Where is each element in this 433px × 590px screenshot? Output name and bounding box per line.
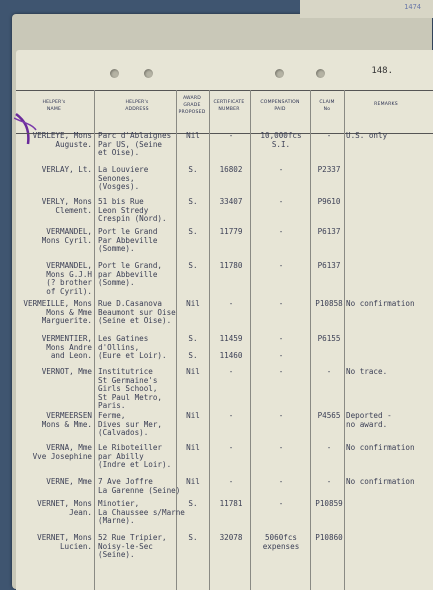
cell-remarks: No confirmation [346,299,415,308]
column-divider [250,90,251,590]
header-remarks: REMARKS [374,102,398,107]
cell-cert: - [228,477,234,486]
cell-claim: P6137 [317,261,341,270]
cell-address: Le Riboteiller par Abilly (Indre et Loir). [98,443,172,470]
cell-remarks: No confirmation [346,443,415,452]
cell-name: VERNET, Mons Lucien. [37,533,92,551]
top-corner-sheet [300,0,433,18]
cell-award: S. S. [188,334,198,361]
column-divider [310,90,311,590]
punch-hole [110,69,119,78]
cell-claim: - [326,443,332,452]
cell-name: VERMEERSEN Mons & Mme. [41,411,92,429]
cell-award: S. [188,227,198,236]
cell-cert: - [228,443,234,452]
cell-claim: - [326,477,332,486]
page-number: 148. [371,66,393,76]
cell-cert: 11459 11460 [219,334,243,361]
cell-cert: 32078 [219,533,243,542]
cell-remarks: U.S. only [346,131,388,140]
cell-name: VERNA, Mme Vve Josephine [32,443,92,461]
cell-award: Nil [186,299,200,308]
cell-comp: - [278,299,284,308]
header-compensation: COMPENSATION PAID [260,100,300,112]
cell-comp: - [278,197,284,206]
cell-address: Ferme, Dives sur Mer, (Calvados). [98,411,163,438]
cell-address: 7 Ave Joffre La Garenne (Seine) [98,477,181,495]
cell-comp: - [278,443,284,452]
cell-address: Minotier, La Chaussee s/Marne (Marne). [98,499,185,526]
cell-name: VERMANDEL, Mons Cyril. [41,227,92,245]
cell-award: S. [188,261,198,270]
cell-claim: P10858 [315,299,343,308]
cell-comp: 10,000fcs S.I. [260,131,302,149]
cell-name: VERMENTIER, Mons Andre and Leon. [41,334,92,361]
cell-comp: - [278,261,284,270]
cell-comp: - [278,499,284,508]
cell-comp: - [278,411,284,420]
cell-claim: P10860 [315,533,343,542]
cell-comp: - [278,165,284,174]
cell-claim: - [326,367,332,376]
header-claim: CLAIM No [319,100,335,112]
cell-address: Port le Grand, par Abbeville (Somme). [98,261,163,288]
cell-comp: - - [278,334,284,361]
cell-address: Parc d'Ablaignes Par US, (Seine et Oise). [98,131,172,158]
table-header [16,90,433,134]
cell-name: VERMEILLE, Mons Mons & Mme Marguerite. [23,299,92,326]
cell-name: VERLY, Mons Clement. [41,197,92,215]
cell-award: Nil [186,367,200,376]
column-divider [209,90,210,590]
punch-hole [275,69,284,78]
cell-award: Nil [186,477,200,486]
cell-address: Rue D.Casanova Beaumont sur Oise (Seine et Oise). [98,299,176,326]
cell-name: VERNET, Mons Jean. [37,499,92,517]
cell-address: Institutrice St Germaine's Girls School, St Paul Metro, Paris. [98,367,163,411]
column-divider [94,90,95,590]
cell-address: Les Gatines d'Ollins, (Eure et Loir). [98,334,167,361]
header-certificate: CERTIFICATE NUMBER [213,100,245,112]
cell-comp: - [278,227,284,236]
cell-claim: P6137 [317,227,341,236]
cell-comp: - [278,367,284,376]
cell-address: Port le Grand Par Abbeville (Somme). [98,227,158,254]
cell-award: S. [188,533,198,542]
cell-comp: 5060fcs expenses [262,533,300,551]
cell-claim: P4565 [317,411,341,420]
header-helper-address: HELPER's ADDRESS [125,100,149,112]
punch-hole [144,69,153,78]
punch-hole [316,69,325,78]
cell-cert: - [228,411,234,420]
cell-award: S. [188,165,198,174]
cell-remarks: Deported - no award. [346,411,392,429]
cell-name: VERNE, Mme [46,477,92,486]
cell-address: 52 Rue Tripier, Noisy-le-Sec (Seine). [98,533,167,560]
header-award: AWARD GRADE PROPOSED [178,96,206,115]
cell-award: Nil [186,411,200,420]
cell-claim: - [326,131,332,140]
cell-name: VERLAY, Lt. [41,165,92,174]
cell-claim: P6155 [317,334,341,343]
cell-address: 51 bis Rue Leon Stredy Crespin (Nord). [98,197,167,224]
header-helper-name: HELPER's NAME [42,100,66,112]
cell-cert: 11779 [219,227,243,236]
cell-comp: - [278,477,284,486]
cell-cert: - [228,367,234,376]
cell-remarks: No trace. [346,367,388,376]
cell-claim: P2337 [317,165,341,174]
cell-name: VERNOT, Mme [41,367,92,376]
cell-award: Nil [186,443,200,452]
cell-cert: 16802 [219,165,243,174]
cell-cert: 33407 [219,197,243,206]
cell-claim: P10859 [315,499,343,508]
cell-cert: 11781 [219,499,243,508]
cell-award: S. [188,499,198,508]
document-sheet [16,50,433,590]
cell-award: Nil [186,131,200,140]
cell-name: VERLEYE, Mons Auguste. [32,131,92,149]
cell-claim: P9610 [317,197,341,206]
cell-cert: 11780 [219,261,243,270]
corner-number: 1474 [404,3,421,11]
cell-award: S. [188,197,198,206]
cell-address: La Louviere Senones, (Vosges). [98,165,149,192]
cell-cert: - [228,299,234,308]
cell-remarks: No confirmation [346,477,415,486]
cell-cert: - [228,131,234,140]
cell-name: VERMANDEL, Mons G.J.H (? brother of Cyril). [46,261,92,296]
